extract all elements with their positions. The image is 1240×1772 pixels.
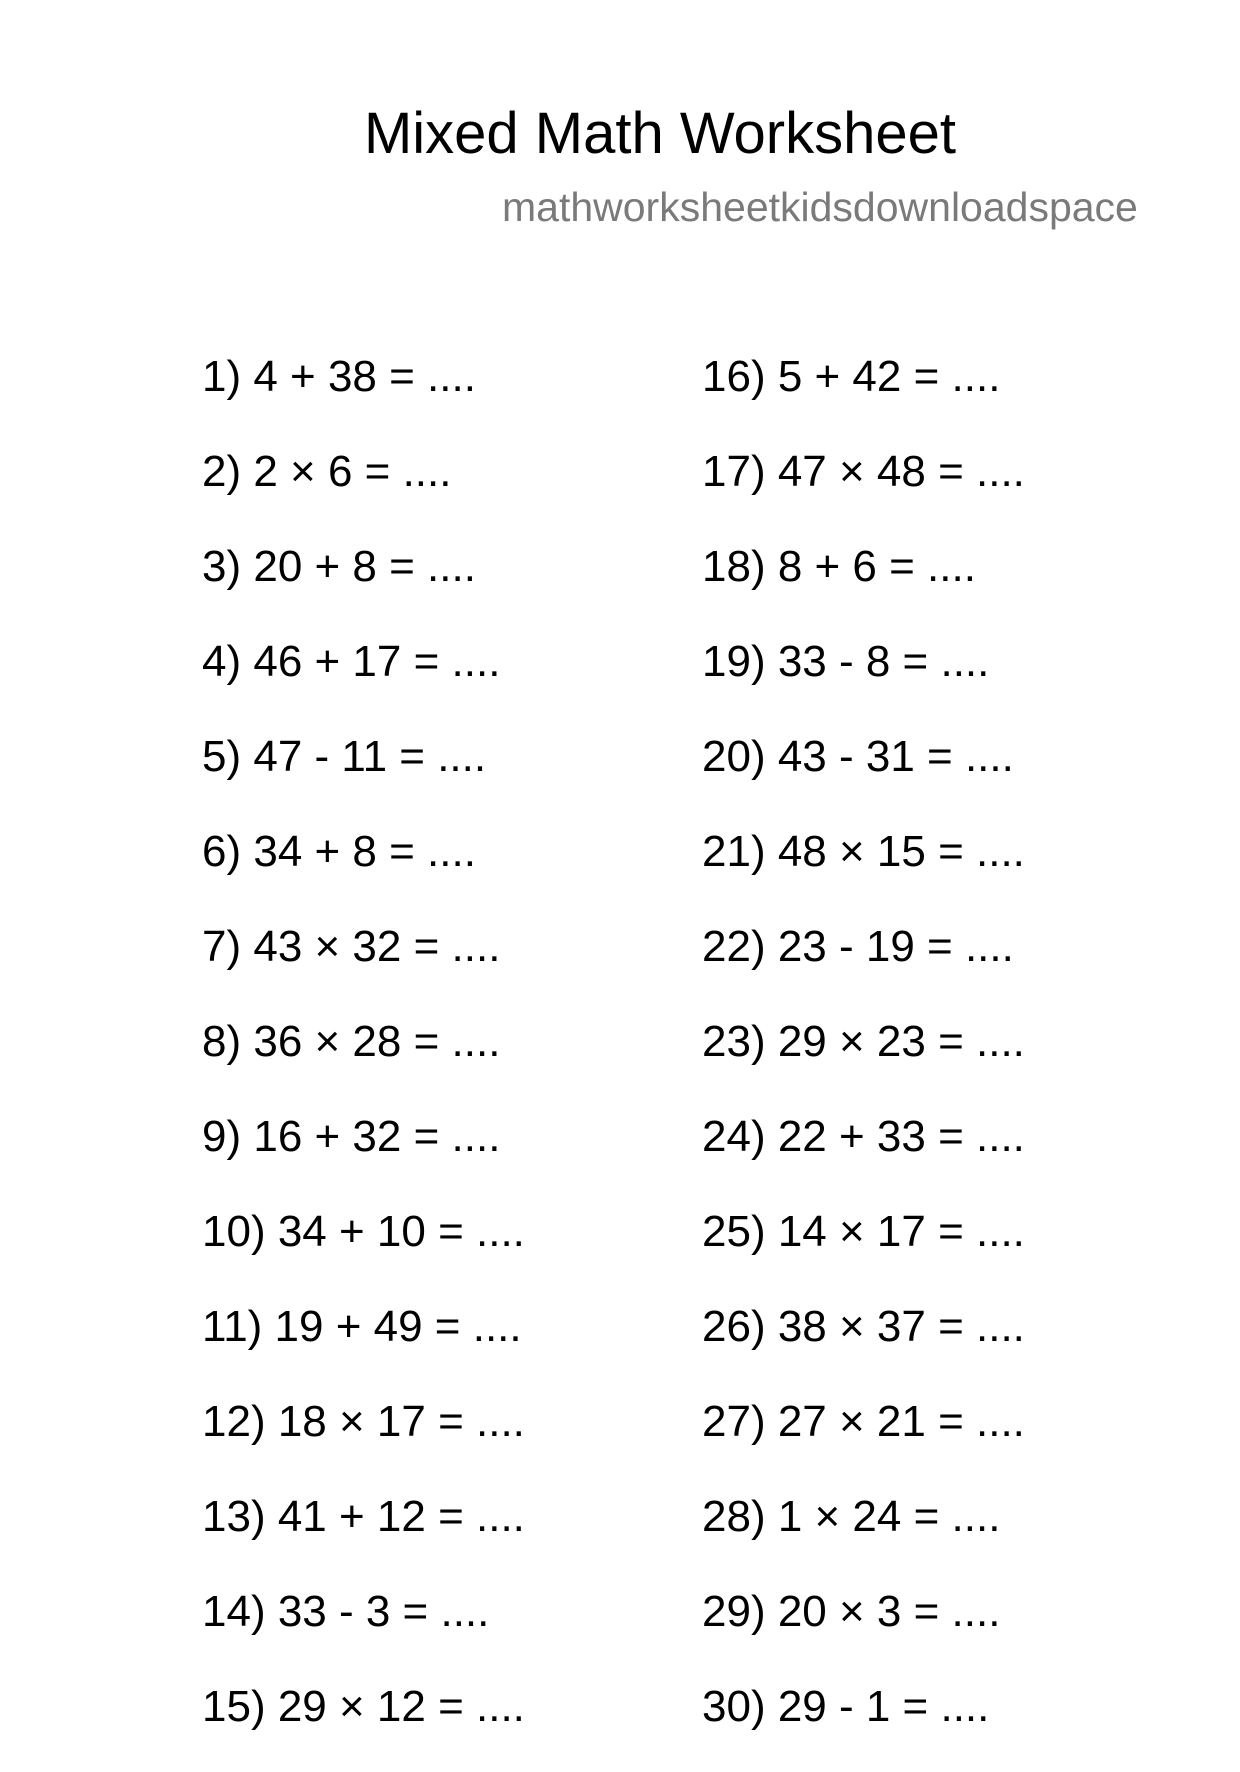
problem-item: 8) 36 × 28 = .... [202,1017,501,1066]
source-watermark: mathworksheetkidsdownloadspace [502,184,1138,230]
problem-item: 7) 43 × 32 = .... [202,922,501,971]
problem-item: 11) 19 + 49 = .... [202,1302,522,1351]
problem-item: 25) 14 × 17 = .... [702,1207,1025,1256]
problem-item: 18) 8 + 6 = .... [702,542,976,591]
problem-item: 9) 16 + 32 = .... [202,1112,501,1161]
page-title: Mixed Math Worksheet [363,101,957,166]
problem-item: 10) 34 + 10 = .... [202,1207,525,1256]
problem-item: 30) 29 - 1 = .... [702,1682,990,1731]
problem-item: 14) 33 - 3 = .... [202,1587,490,1636]
problem-item: 1) 4 + 38 = .... [202,352,476,401]
problem-item: 22) 23 - 19 = .... [702,922,1014,971]
problem-item: 23) 29 × 23 = .... [702,1017,1025,1066]
problem-item: 6) 34 + 8 = .... [202,827,476,876]
problem-item: 20) 43 - 31 = .... [702,732,1014,781]
problem-item: 3) 20 + 8 = .... [202,542,476,591]
problem-item: 21) 48 × 15 = .... [702,827,1025,876]
problem-list-right [702,347,1025,1772]
problem-item: 19) 33 - 8 = .... [702,637,990,686]
problem-item: 15) 29 × 12 = .... [202,1682,525,1731]
problem-item: 13) 41 + 12 = .... [202,1492,525,1541]
problem-item: 28) 1 × 24 = .... [702,1492,1001,1541]
problem-item: 27) 27 × 21 = .... [702,1397,1025,1446]
problem-list-left [202,347,525,1772]
problem-item: 29) 20 × 3 = .... [702,1587,1001,1636]
problem-item: 26) 38 × 37 = .... [702,1302,1025,1351]
problem-item: 4) 46 + 17 = .... [202,637,501,686]
problem-item: 2) 2 × 6 = .... [202,447,452,496]
problem-item: 5) 47 - 11 = .... [202,732,487,781]
problem-item: 12) 18 × 17 = .... [202,1397,525,1446]
problem-item: 24) 22 + 33 = .... [702,1112,1025,1161]
problem-item: 16) 5 + 42 = .... [702,352,1001,401]
problem-item: 17) 47 × 48 = .... [702,447,1025,496]
